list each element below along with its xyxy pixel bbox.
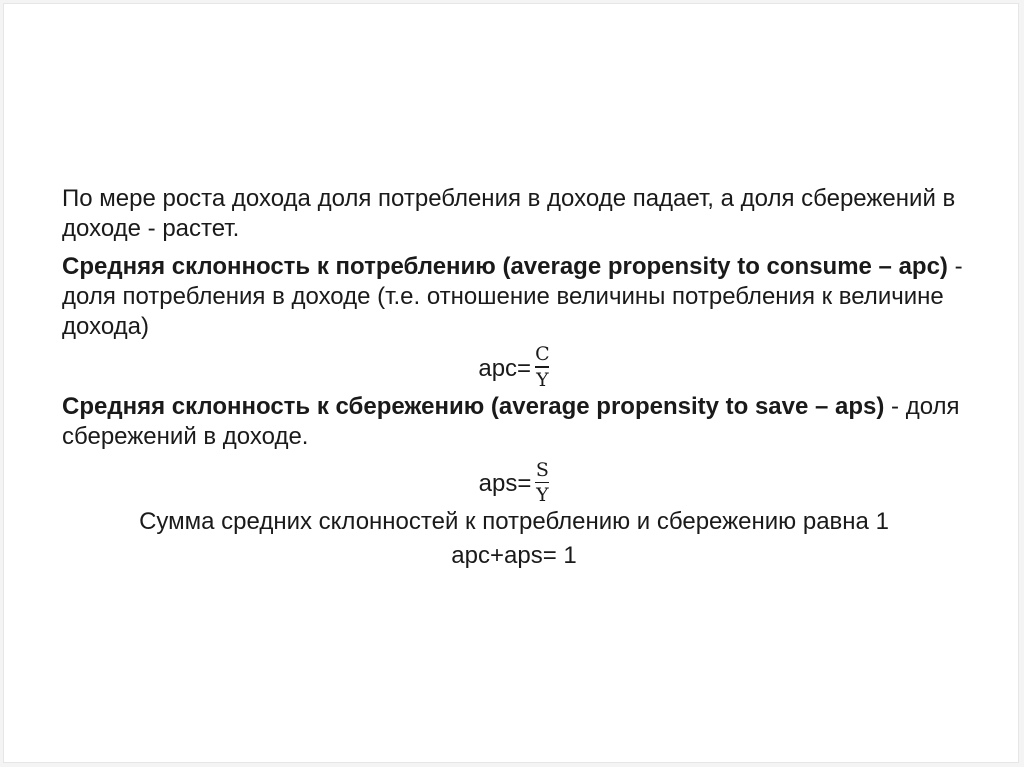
slide-content (62, 184, 966, 571)
aps-denominator: Y (536, 484, 549, 506)
sum-statement: Сумма средних склонностей к потреблению и сбережению равна 1 (139, 508, 889, 535)
apc-formula-lhs: apc= (478, 354, 532, 382)
apc-numerator: C (535, 343, 550, 365)
apc-definition (62, 252, 966, 342)
apc-fraction (535, 344, 550, 390)
apc-term: Средняя склонность к потреблению (average propensity to consume – apc) (62, 253, 948, 280)
fraction-bar (535, 482, 549, 484)
aps-definition (62, 392, 966, 452)
aps-fraction (535, 460, 549, 506)
apc-formula (62, 344, 966, 390)
aps-formula-lhs: aps= (478, 470, 532, 498)
aps-term: Средняя склонность к сбережению (average propensity to save – aps) (62, 392, 885, 420)
intro-paragraph: По мере роста дохода доля потребления в доходе падает, а доля сбережений в доходе - растет. (62, 185, 956, 242)
aps-description: - доля сбережений в доходе. (62, 392, 960, 450)
aps-numerator: S (535, 458, 549, 481)
apc-description: - доля потребления в доходе (т.е. отношение величины потребления к величине дохода) (62, 253, 963, 340)
sum-formula: apc+aps= 1 (451, 542, 577, 569)
fraction-bar (535, 366, 549, 368)
aps-formula (62, 460, 966, 506)
slide (3, 3, 1019, 763)
apc-denominator: Y (536, 368, 549, 391)
